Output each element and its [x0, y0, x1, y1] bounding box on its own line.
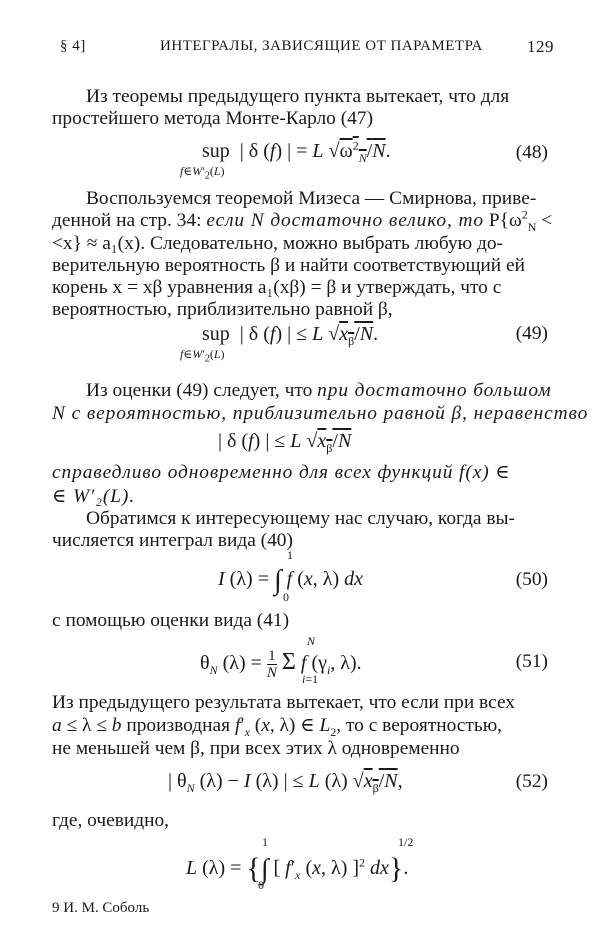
equation-l-lambda: L (λ) = {∫ [ $f'_x$ (x, λ) ]$^2$ dx}. — [186, 852, 409, 885]
text-line: простейшего метода Монте-Карло (47) — [52, 108, 374, 129]
text-line: Воспользуемся теоремой Мизеса — Смирнова, приве- — [86, 188, 537, 209]
text-line — [86, 380, 552, 402]
text-line: числяется интеграл вида (40) — [52, 530, 293, 551]
equation-number: (50) — [515, 569, 548, 590]
equation-48-subscript: $f\in W'_2(L)$ — [180, 164, 225, 182]
text-line: не меньшей чем β, при всех этих λ одновременно — [52, 738, 460, 759]
equation-50: I (λ) = ∫ f (x, λ) dx — [218, 565, 364, 596]
text-line: ∈ W′₂(L). — [52, 486, 135, 507]
text-line: вероятностью, приблизительно равной β, — [52, 299, 393, 320]
text-line: Обратимся к интересующему нас случаю, когда вы- — [86, 508, 515, 529]
text-fragment: денной на стр. 34: — [52, 210, 207, 231]
sum-lower-limit: i=1 — [302, 672, 319, 686]
running-title: ИНТЕГРАЛЫ, ЗАВИСЯЩИЕ ОТ ПАРАМЕТРА — [160, 38, 483, 54]
equation-49-subscript: $f\in W'_2(L)$ — [180, 347, 225, 365]
text-line: корень x = xβ уравнения a₁(xβ) = β и утверждать, что с — [52, 277, 502, 298]
integral-lower-limit: 0 — [258, 878, 264, 892]
equation-51: $\theta_N$ (λ) = $\frac{1}{N}$ Σ f ($\gamma_i$, λ). — [200, 648, 362, 681]
text-line: Из теоремы предыдущего пункта вытекает, что для — [86, 86, 510, 107]
text-line: a ≤ λ ≤ b производная $f'_x$ (x, λ) ∈ $L_2$, то с вероятностью, — [52, 715, 503, 739]
text-line: <x} ≈ a₁(x). Следовательно, можно выбрать любую до- — [52, 233, 503, 254]
text-line: справедливо одновременно для всех функций f(x) ∈ — [52, 462, 511, 483]
text-line: Из предыдущего результата вытекает, что если при всех — [52, 692, 515, 713]
text-fragment: то с вероятностью, — [345, 715, 503, 736]
section-mark: § 4] — [60, 38, 86, 54]
text-line: где, очевидно, — [52, 810, 170, 831]
page-number: 129 — [527, 37, 554, 56]
equation-number: (52) — [515, 771, 548, 792]
sum-upper-limit: N — [307, 634, 316, 648]
equation-number: (48) — [515, 142, 548, 163]
equation-number: (51) — [515, 651, 548, 672]
italic-fragment: если N достаточно велико, то — [206, 210, 485, 231]
integral-upper-limit: 1 — [262, 835, 268, 849]
text-line: с помощью оценки вида (41) — [52, 610, 290, 631]
equation-49: sup | δ (f) | ≤ L $√x_\beta/N$. — [202, 323, 379, 348]
text-line: денной на стр. 34: если N достаточно велико, то $P\{\omega^2_N$ < — [52, 207, 553, 234]
exponent: 1/2 — [398, 835, 414, 849]
equation-48: sup | δ (f) | = L $√\omega^2_N/N$. — [202, 138, 391, 165]
inequality-display: | δ (f) | ≤ L $√x_\beta/N$ — [218, 430, 352, 455]
text-line: N с вероятностью, приблизительно равной β, неравенство — [52, 403, 589, 424]
integral-lower-limit: 0 — [283, 590, 289, 604]
italic-fragment: при достаточно большом — [317, 380, 552, 401]
text-fragment: производная — [126, 715, 231, 736]
text-fragment: Из оценки (49) следует, что — [86, 380, 318, 401]
text-line: верительную вероятность β и найти соответствующий ей — [52, 255, 525, 276]
signature: 9 И. М. Соболь — [52, 900, 150, 916]
equation-number: (49) — [515, 323, 548, 344]
equation-52: | $\theta_N$ (λ) − I (λ) | ≤ L (λ) $√x_\beta/N$, — [168, 770, 403, 795]
integral-upper-limit: 1 — [287, 548, 293, 562]
